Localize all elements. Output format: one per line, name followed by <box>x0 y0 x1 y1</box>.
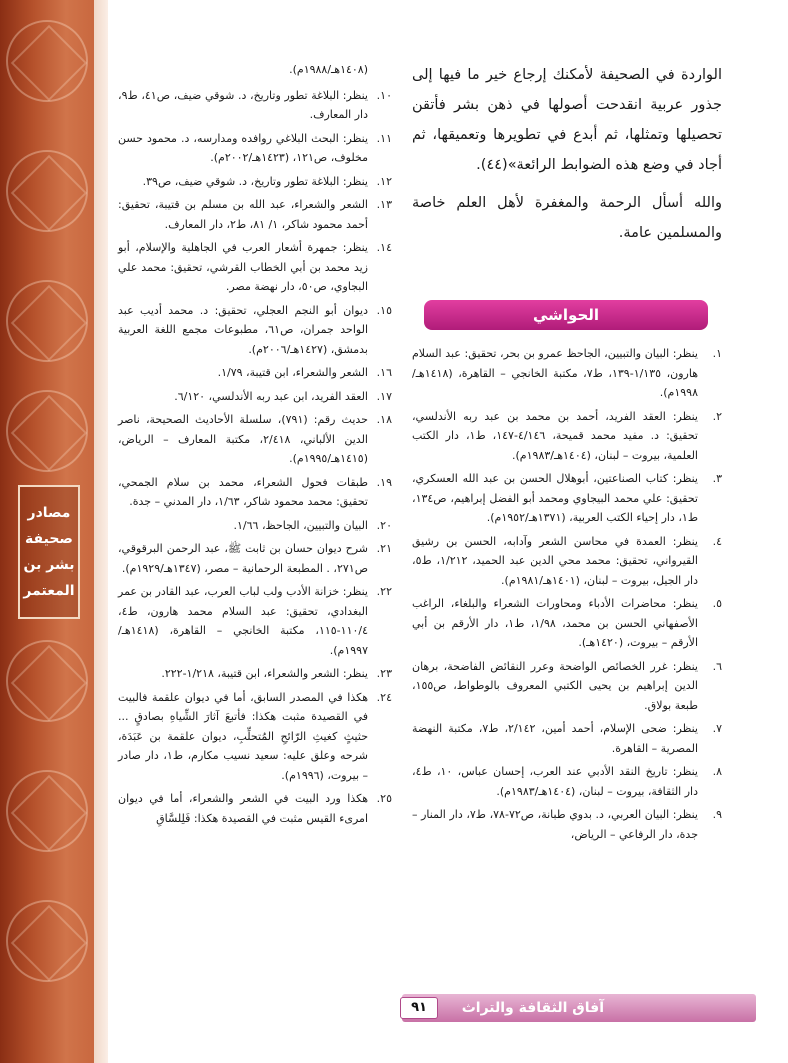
footnote <box>118 582 392 660</box>
footnote-text: ينظر: خزانة الأدب ولب لباب العرب، عبد القادر بن عمر البغدادي، تحقيق: عبد السلام محمد هارون، ط٤، ١١٠/٤-١١٥، مكتبة الخانجي – القاهرة، (١٤١٨هـ/١٩٩٧م). <box>118 585 368 657</box>
footnote <box>118 238 392 297</box>
footnote-number: ٩. <box>712 808 722 821</box>
footnote <box>412 344 722 403</box>
footnote <box>118 129 392 168</box>
ornament-icon <box>6 280 88 362</box>
footnote <box>412 532 722 591</box>
footnote <box>412 805 722 844</box>
section-label: مصادر صحيفة بشر بن المعتمر <box>18 485 80 619</box>
ornament-icon <box>6 770 88 852</box>
footnote-number: ١. <box>712 347 722 360</box>
footnote-number: ١٥. <box>376 303 392 317</box>
footnote-number: ١٤. <box>376 241 392 254</box>
footnote-text: ينظر: غرر الخصائص الواضحة وعرر النقائض الفاضحة، برهان الدين إبراهيم بن يحيى الكتبي المعروف بالوطواط، ص١٥٥، طبعة بولاق. <box>412 659 698 712</box>
footnote-text: البيان والتبيين، الجاحظ، ١/٦٦. <box>233 518 368 532</box>
footnote-number: ٤. <box>712 534 722 548</box>
footnote <box>118 789 392 828</box>
footnote-text: العقد الفريد، ابن عبد ربه الأندلسي، ٦/١٢٠. <box>174 389 368 403</box>
footnote-number: ١٧. <box>376 389 392 403</box>
footnote <box>118 473 392 512</box>
footnote <box>118 539 392 578</box>
footnote-number: ٣. <box>712 472 722 485</box>
footnote <box>118 516 392 536</box>
footnote <box>118 86 392 125</box>
footnote <box>412 407 722 466</box>
footnote <box>118 664 392 684</box>
sidebar-edge <box>94 0 108 1063</box>
footnote <box>412 657 722 716</box>
footnote-number: ٢٤. <box>376 690 392 704</box>
footnote-text: طبقات فحول الشعراء، محمد بن سلام الجمحي، تحقيق: محمد محمود شاكر، ١/٦٣، دار المدني – جدة. <box>118 475 368 508</box>
footnote-number: ٢٥. <box>376 792 392 805</box>
footnote-number: ٧. <box>712 722 722 735</box>
footnote-text: ينظر: العمدة في محاسن الشعر وآدابه، الحسن بن رشيق القيرواني، تحقيق: محمد محي الدين عبد الحميد، ١/٢١٢، ط٥، دار الجيل، بيروت – لبنان، (١٤٠١هـ/١٩٨١م). <box>412 534 698 587</box>
footnote <box>118 363 392 383</box>
journal-title: آفاق الثقافة والتراث <box>461 1000 604 1016</box>
ornament-icon <box>6 390 88 472</box>
footnote-number: ١٨. <box>376 413 392 426</box>
footnote-number: ٨. <box>712 765 722 778</box>
footnote-number: ٥. <box>712 597 722 610</box>
footnote-text: ديوان أبو النجم العجلي، تحقيق: د. محمد أديب عبد الواحد جمران، ص٦١، مطبوعات مجمع اللغة العربية بدمشق، (١٤٢٧هـ/٢٠٠٦م). <box>118 303 368 356</box>
footnote-number: ٢٣. <box>376 667 392 680</box>
footnote-number: ١١. <box>376 131 392 145</box>
footnote-number: ١٦. <box>376 366 392 379</box>
footnote <box>118 172 392 192</box>
footnote-number: ٢٢. <box>376 585 392 598</box>
footnote-number: ٢٠. <box>376 518 392 532</box>
footnote <box>412 469 722 528</box>
footnote-text: ينظر: البحث البلاغي روافده ومدارسه، د. محمود حسن مخلوف، ص١٢١، (١٤٢٣هـ/٢٠٠٢م). <box>118 131 368 164</box>
footnote <box>118 688 392 786</box>
footnote-number: ١٠. <box>376 88 392 102</box>
ornament-icon <box>6 640 88 722</box>
footnote <box>118 410 392 469</box>
footnote-text: ينظر: ضحى الإسلام، أحمد أمين، ٢/١٤٢، ط٧، مكتبة النهضة المصرية – القاهرة. <box>412 722 698 755</box>
footnote-text: ينظر: تاريخ النقد الأدبي عند العرب، إحسان عباس، ١٠، ط٤، دار الثقافة، بيروت – لبنان، (١٤٠٤هـ/١٩٨٣م). <box>412 765 698 798</box>
footnote-number: ٢١. <box>376 542 392 555</box>
footnote-number: ٦. <box>712 659 722 673</box>
footnote-text: الشعر والشعراء، ابن قتيبة، ١/٧٩. <box>217 366 368 379</box>
footnote-number: ١٣. <box>376 198 392 211</box>
footnote-text: ينظر: جمهرة أشعار العرب في الجاهلية والإسلام، أبو زيد محمد بن أبي الخطاب القرشي، تحقيق: محمد علي البجاوي، ص٥٠، دار نهضة مصر. <box>118 241 368 293</box>
body-column <box>412 60 722 256</box>
footnote-text: ينظر: البيان والتبيين، الجاحظ عمرو بن بحر، تحقيق: عبد السلام هارون، ١/١٣٥-١٣٩، ط٧، مكتبة الخانجي – القاهرة، (١٤١٨هـ/١٩٩٨م). <box>412 347 698 399</box>
page-number: ٩١ <box>400 997 438 1019</box>
footnote-number: ١٢. <box>376 174 392 188</box>
decorative-sidebar <box>0 0 94 1063</box>
notes-left-column <box>118 60 392 832</box>
ornament-icon <box>6 900 88 982</box>
footnote-text: هكذا ورد البيت في الشعر والشعراء، أما في ديوان امرىء القيس مثبت في القصيدة هكذا: فَلِلسَّاقِ <box>118 792 368 825</box>
footnote-text: ينظر: الشعر والشعراء، ابن قتيبة، ١/٢١٨-٢٢٢. <box>161 667 368 680</box>
footnote-text: ينظر: محاضرات الأدباء ومحاورات الشعراء والبلغاء، الراغب الأصفهاني الحسن بن محمد، ١/٩٨، ط١، دار الأرقم بن أبي الأرقم – بيروت، (١٤٢٠هـ). <box>412 597 698 649</box>
footnote-continuation: (١٤٠٨هـ/١٩٨٨م). <box>289 63 368 76</box>
footnote-number: ٢. <box>712 409 722 423</box>
footnote <box>412 762 722 801</box>
footnote-text: ينظر: البلاغة تطور وتاريخ، د. شوقي ضيف، ص٣٩. <box>142 174 368 188</box>
footnote <box>412 719 722 758</box>
footnote <box>412 594 722 653</box>
footnote <box>118 387 392 407</box>
ornament-icon <box>6 20 88 102</box>
footnote-text: ينظر: كتاب الصناعتين، أبوهلال الحسن بن عبد الله العسكري، تحقيق: علي محمد البيجاوي ومحمد أبو الفضل إبراهيم، ص١٣٤، ط١، دار إحياء الكتب العربية، (١٣٧١هـ/١٩٥٢م). <box>412 472 698 524</box>
notes-heading: الحواشي <box>424 300 708 330</box>
footnote-text: هكذا في المصدر السابق، أما في ديوان علقمة فالبيت في القصيدة مثبت هكذا: فأتبعَ آثارَ الشِّياهِ بصادقٍ ... حثيثٍ كغيثِ الرّائحِ المُتحلِّبِ، ديوان علقمة بن عَبَدَة، شرحه وعلق عليه: سعيد نسيب مكارم، ط١، دار صادر – بيروت، (١٩٩٦م). <box>118 690 368 782</box>
footnote-text: ينظر: العقد الفريد، أحمد بن محمد بن عبد ربه الأندلسي، تحقيق: د. مفيد محمد قميحة، ٤/١٤٦-١٤٧، ط١، دار الكتب العلمية، بيروت – لبنان، (١٤٠٤هـ/١٩٨٣م). <box>412 409 698 462</box>
footnote-text: حديث رقم: (٧٩١)، سلسلة الأحاديث الصحيحة، ناصر الدين الألباني، ٢/٤١٨، مكتبة المعارف – الرياض، (١٤١٥هـ/١٩٩٥م). <box>118 413 368 465</box>
footnote-text: الشعر والشعراء، عبد الله بن مسلم بن قتيبة، تحقيق: أحمد محمود شاكر، ١/ ٨١، ط٢، دار المعارف. <box>118 198 368 231</box>
body-paragraph: الواردة في الصحيفة لأمكنك إرجاع خير ما فيها إلى جذور عربية انقدحت أصولها في ذهن بشر فأتقن تحصيلها وتمثلها، ثم أبدع في تطويرها وتعميقها، ثم أجاد في وضع هذه الضوابط الرائعة»(٤٤). <box>412 67 722 173</box>
footnote-text: ينظر: البيان العربي، د. بدوي طبانة، ص٧٢-٧٨، ط٧، دار المنار – جدة، دار الرفاعي – الرياض، <box>412 808 698 841</box>
notes-right-column <box>412 344 722 848</box>
body-paragraph: والله أسأل الرحمة والمغفرة لأهل العلم خاصة والمسلمين عامة. <box>412 195 722 241</box>
footnote-number: ١٩. <box>376 475 392 489</box>
footnote-text: شرح ديوان حسان بن ثابت ﷺ، عبد الرحمن البرقوقي، ص٢٧١، . المطبعة الرحمانية – مصر، (١٣٤٧هـ/١٩٢٩م). <box>118 542 368 575</box>
footnote <box>118 195 392 234</box>
footnote <box>118 301 392 360</box>
footnote-text: ينظر: البلاغة تطور وتاريخ، د. شوقي ضيف، ص٤١، ط٩، دار المعارف. <box>118 88 368 121</box>
ornament-icon <box>6 150 88 232</box>
